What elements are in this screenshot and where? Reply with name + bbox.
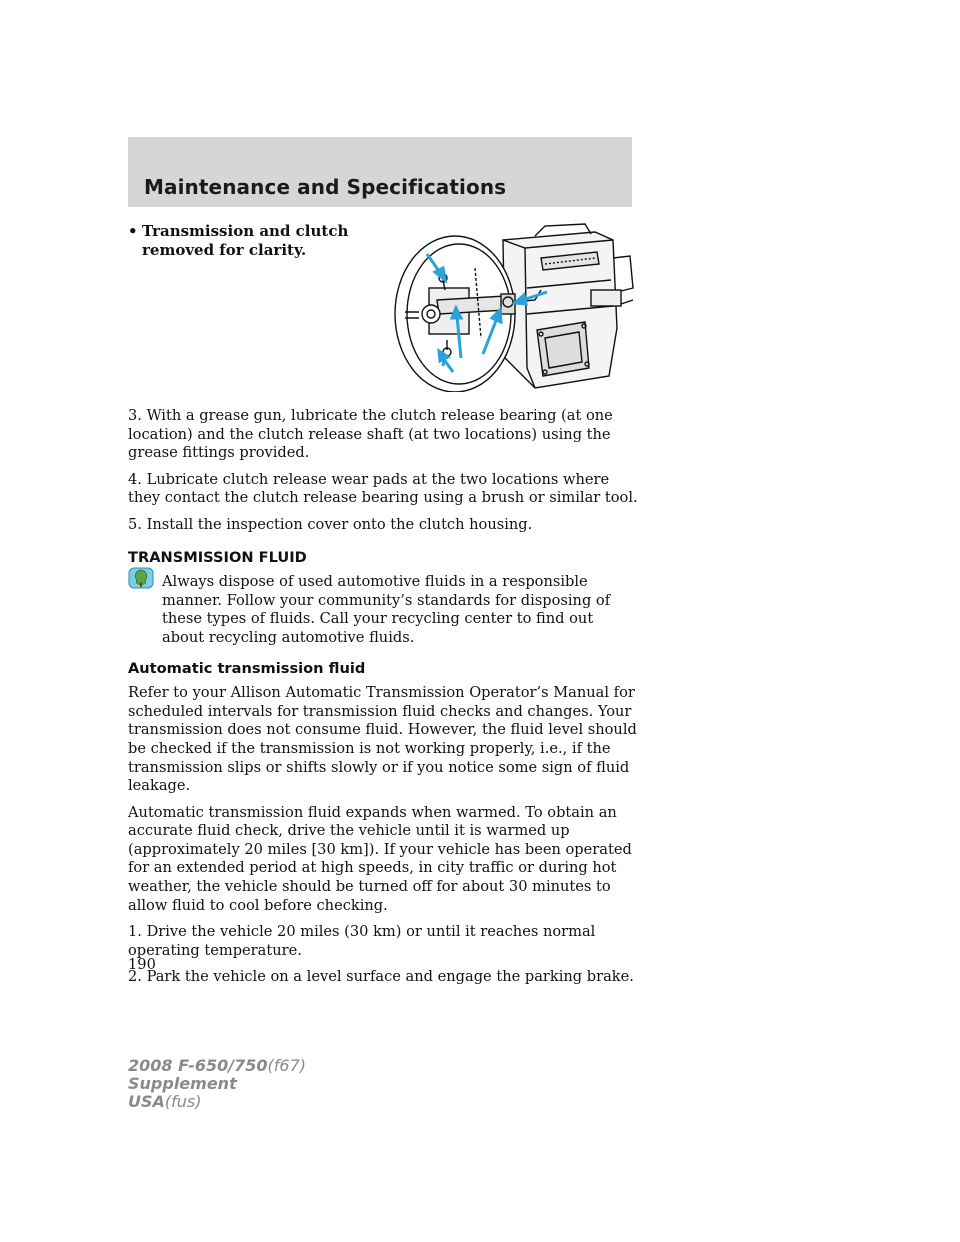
header-band [128, 137, 632, 207]
footer-supplement: Supplement [128, 1074, 237, 1093]
page-number: 190 [128, 956, 156, 973]
subsection-heading: Automatic transmission fluid [128, 659, 366, 677]
step-4: 4. Lubricate clutch release wear pads at the two locations where they contact the clutch release bearing using a brush or similar tool. [128, 470, 638, 507]
footer-model-code: (f67) [267, 1056, 306, 1075]
footer-region: USA [128, 1092, 165, 1111]
recycle-paragraph [128, 573, 638, 647]
content-body [128, 407, 638, 995]
bullet-symbol: • [128, 222, 138, 240]
step-3: 3. With a grease gun, lubricate the clutch release bearing (at one location) and the clutch release shaft (at two locations) using the grease fittings provided. [128, 407, 613, 462]
page-title: Maintenance and Specifications [144, 175, 507, 199]
footer-model-line [128, 1057, 306, 1075]
footer-region-code: (fus) [164, 1092, 202, 1111]
recycle-tree-icon [128, 567, 154, 589]
footer-region-line [128, 1093, 306, 1111]
bullet-text: Transmission and clutch removed for clarity. [142, 222, 349, 259]
recycle-text: Always dispose of used automotive fluids in a responsible manner. Follow your community’s standards for disposing of these types of fluids. Call your recycling center to find out about recycling automotive fluids. [162, 573, 611, 646]
paragraph-1: Refer to your Allison Automatic Transmission Operator’s Manual for scheduled intervals for transmission fluid checks and changes. Your transmission does not consume fluid. However, the fluid level should be checked if the transmission is not working properly, i.e., if the transmission slips or shifts slowly or if you notice some sign of fluid leakage. [128, 684, 637, 795]
footer [128, 1057, 306, 1111]
bullet-item [128, 222, 378, 260]
step-1: 1. Drive the vehicle 20 miles (30 km) or until it reaches normal operating temperature. [128, 923, 596, 959]
section-heading: TRANSMISSION FLUID [128, 548, 307, 566]
paragraph-2: Automatic transmission fluid expands when warmed. To obtain an accurate fluid check, drive the vehicle until it is warmed up (approximately 20 miles [30 km]). If your vehicle has been operated for an extended period at high speeds, in city traffic or during hot weather, the vehicle should be turned off for about 30 minutes to allow fluid to cool before checking. [128, 803, 632, 914]
footer-model: 2008 F-650/750 [128, 1056, 268, 1075]
step-2: 2. Park the vehicle on a level surface and engage the parking brake. [128, 968, 634, 986]
transmission-clutch-illustration-icon [385, 218, 637, 392]
step-5: 5. Install the inspection cover onto the clutch housing. [128, 515, 533, 533]
